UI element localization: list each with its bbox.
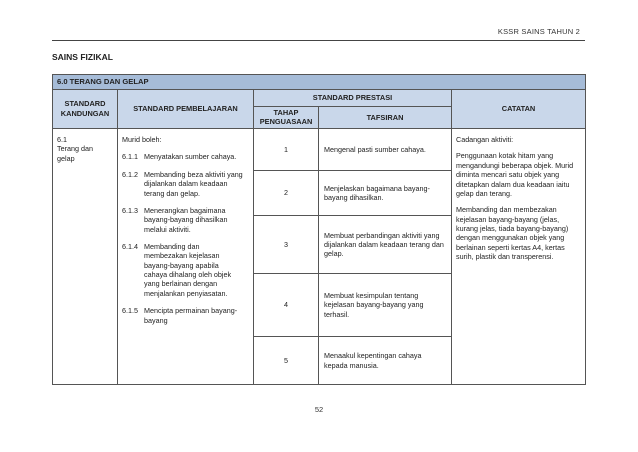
tahap-cell: 5 (254, 337, 319, 385)
header-divider (52, 40, 585, 41)
tafsiran-cell: Menaakul kepentingan cahaya kepada manusia. (319, 337, 452, 385)
item-number: 6.1.4 (122, 241, 138, 251)
header-catatan: CATATAN (452, 89, 586, 128)
topic-title: 6.0 TERANG DAN GELAP (53, 75, 586, 90)
kandungan-title: Terang dan gelap (57, 144, 93, 163)
item-text: Membanding dan membezakan kejelasan bayang-bayang apabila cahaya dihalang oleh objek yang berlainan dengan menjalankan penyiasatan. (144, 241, 232, 298)
pembelajaran-intro: Murid boleh: (122, 135, 162, 145)
list-item (122, 170, 249, 198)
item-text: Membanding beza aktiviti yang dijalankan dalam keadaan terang dan gelap. (144, 169, 243, 198)
list-item (122, 306, 249, 325)
document-header: KSSR SAINS TAHUN 2 (497, 27, 580, 36)
table-header-row (53, 89, 586, 106)
tafsiran-cell: Membuat kesimpulan tentang kejelasan bayang-bayang yang terhasil. (319, 274, 452, 337)
item-text: Mencipta permainan bayang-bayang (144, 306, 238, 325)
item-number: 6.1.3 (122, 205, 138, 215)
tahap-cell: 4 (254, 274, 319, 337)
item-number: 6.1.5 (122, 306, 138, 316)
header-standard-prestasi: STANDARD PRESTASI (254, 89, 452, 106)
catatan-paragraph: Cadangan aktiviti: (456, 135, 514, 145)
catatan-paragraph: Membanding dan membezakan kejelasan bayang-bayang (jelas, kurang jelas, tiada bayang-bayang) dengan menggunakan objek yang berlainan seperti kertas A4, kertas surih, plastik dan transperensi. (456, 205, 569, 262)
item-number: 6.1.2 (122, 169, 138, 179)
tahap-cell: 2 (254, 171, 319, 216)
tafsiran-cell: Mengenal pasti sumber cahaya. (319, 129, 452, 171)
list-item (122, 206, 249, 234)
standard-pembelajaran-cell (118, 129, 254, 385)
item-number: 6.1.1 (122, 152, 138, 162)
list-item (122, 152, 249, 161)
header-tafsiran: TAFSIRAN (319, 106, 452, 128)
table-row (53, 129, 586, 171)
catatan-paragraph: Penggunaan kotak hitam yang mengandungi beberapa objek. Murid diminta mencari satu objek yang ditetapkan dalam dua keadaan iaitu gelap dan terang. (456, 151, 574, 198)
tahap-cell: 3 (254, 216, 319, 274)
standard-kandungan-cell (53, 129, 118, 385)
header-standard-pembelajaran: STANDARD PEMBELAJARAN (118, 89, 254, 128)
section-title: SAINS FIZIKAL (52, 52, 113, 62)
item-text: Menyatakan sumber cahaya. (144, 152, 237, 162)
tahap-cell: 1 (254, 129, 319, 171)
list-item (122, 242, 249, 298)
tafsiran-cell: Membuat perbandingan aktiviti yang dijalankan dalam keadaan terang dan gelap. (319, 216, 452, 274)
header-tahap-penguasaan: TAHAP PENGUASAAN (254, 106, 319, 128)
kandungan-number: 6.1 (57, 135, 67, 145)
page-number: 52 (314, 405, 324, 414)
catatan-cell (452, 129, 586, 385)
item-text: Menerangkan bagaimana bayang-bayang dihasilkan melalui aktiviti. (144, 205, 228, 234)
curriculum-table (52, 74, 586, 385)
topic-row (53, 75, 586, 90)
header-standard-kandungan: STANDARD KANDUNGAN (53, 89, 118, 128)
tafsiran-cell: Menjelaskan bagaimana bayang-bayang dihasilkan. (319, 171, 452, 216)
